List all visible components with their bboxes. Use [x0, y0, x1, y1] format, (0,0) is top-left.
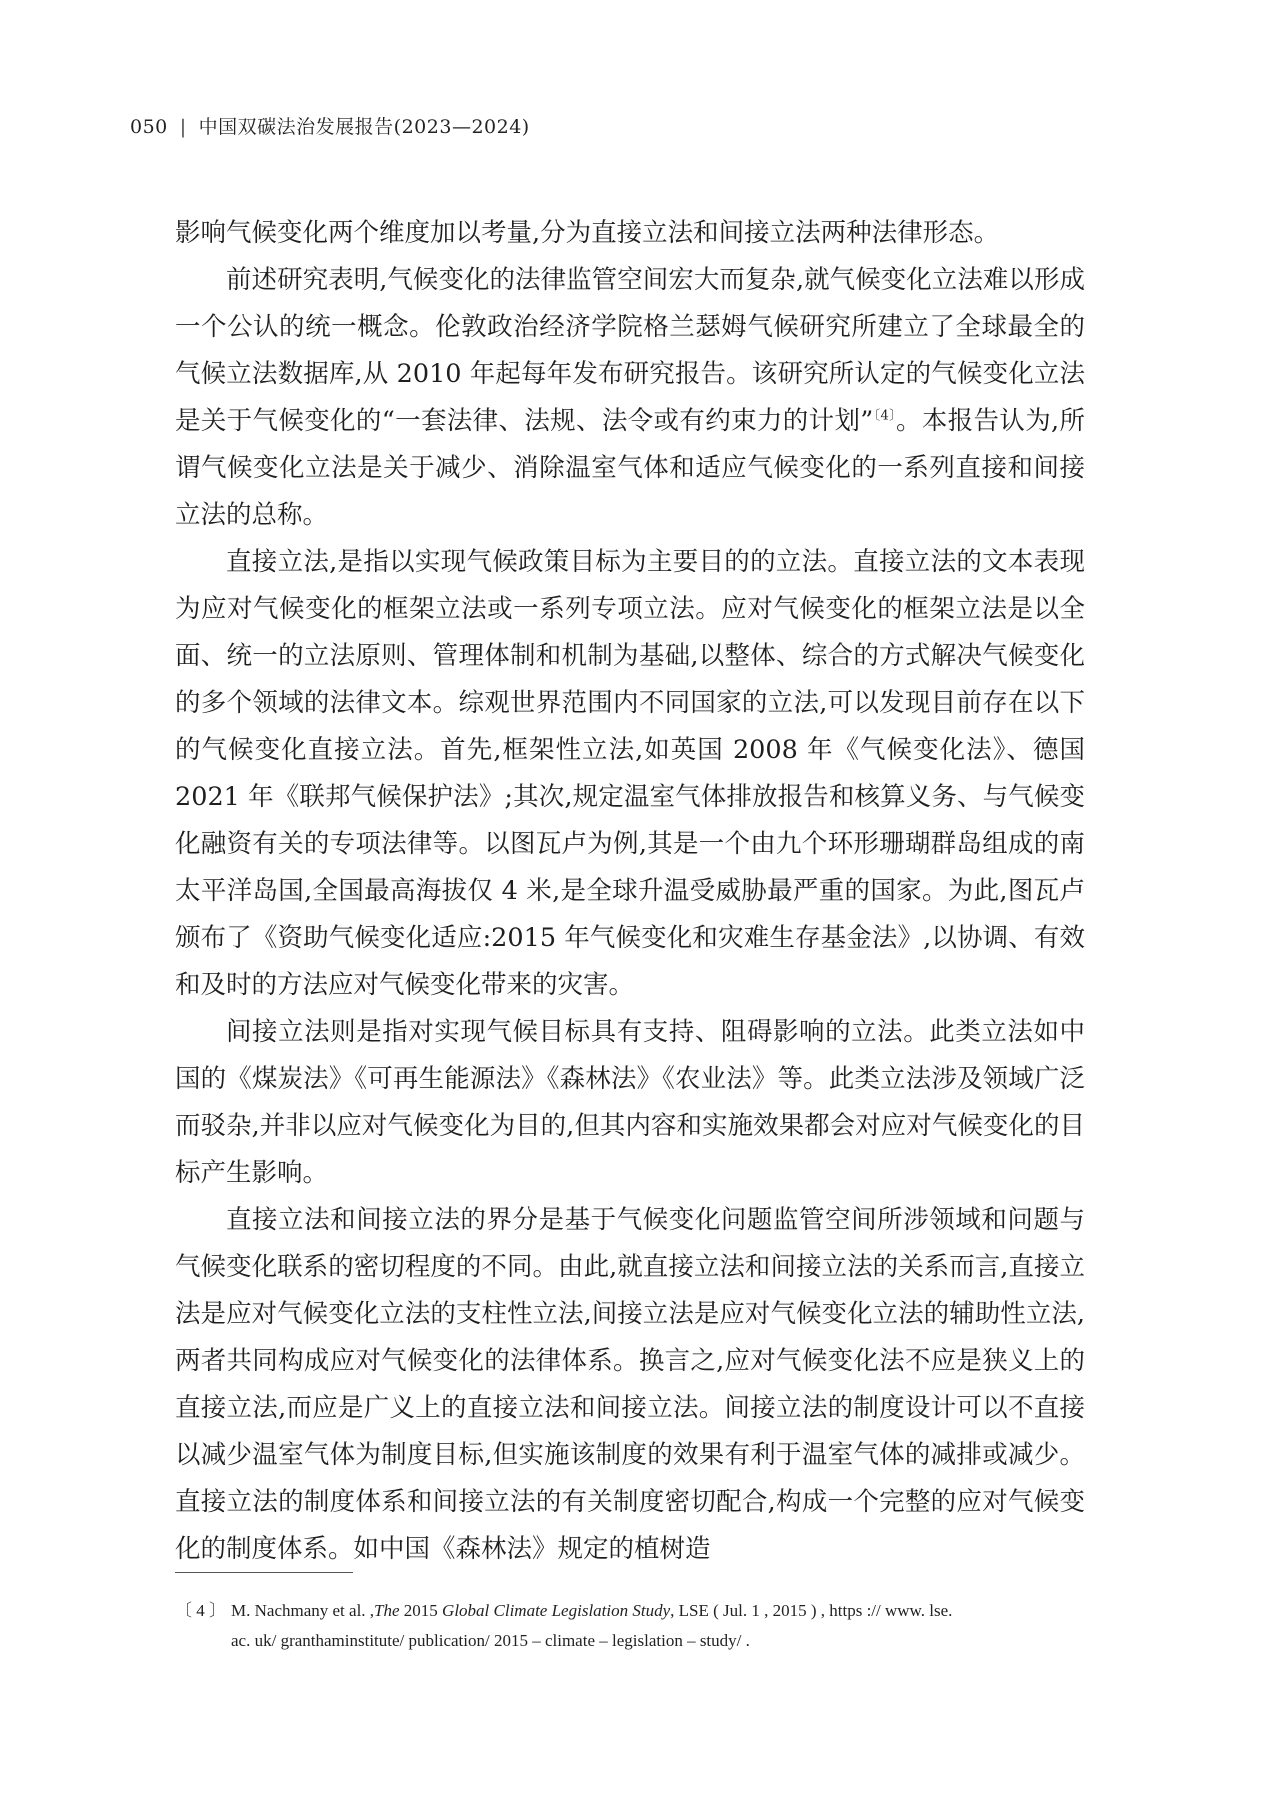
footnote-authors: M. Nachmany et al. , — [231, 1601, 375, 1620]
paragraph-4: 间接立法则是指对实现气候目标具有支持、阻碍影响的立法。此类立法如中国的《煤炭法》《可再生能源法》《森林法》《农业法》等。此类立法涉及领域广泛而驳杂,并非以应对气候变化为目的,但其内容和实施效果都会对应对气候变化的目标产生影响。 — [175, 1017, 1085, 1188]
footnote-line-1 — [175, 1596, 1085, 1626]
footnote-title-the: The — [374, 1601, 400, 1620]
footnote-url-continued[interactable]: ac. uk/ granthaminstitute/ publication/ 2015 – climate – legislation – study/ . — [231, 1631, 750, 1650]
paragraph-1: 影响气候变化两个维度加以考量,分为直接立法和间接立法两种法律形态。 — [175, 218, 1000, 248]
paragraph-5: 直接立法和间接立法的界分是基于气候变化问题监管空间所涉领域和问题与气候变化联系的密切程度的不同。由此,就直接立法和间接立法的关系而言,直接立法是应对气候变化立法的支柱性立法,间接立法是应对气候变化立法的辅助性立法,两者共同构成应对气候变化的法律体系。换言之,应对气候变化法不应是狭义上的直接立法,而应是广义上的直接立法和间接立法。间接立法的制度设计可以不直接以减少温室气体为制度目标,但实施该制度的效果有利于温室气体的减排或减少。直接立法的制度体系和间接立法的有关制度密切配合,构成一个完整的应对气候变化的制度体系。如中国《森林法》规定的植树造 — [175, 1205, 1085, 1564]
footnote-divider — [175, 1572, 353, 1573]
paragraph-2 — [175, 257, 1085, 539]
footnote-reference[interactable]: 〔4〕 — [873, 408, 896, 424]
paragraph-3: 直接立法,是指以实现气候政策目标为主要目的的立法。直接立法的文本表现为应对气候变化的框架立法或一系列专项立法。应对气候变化的框架立法是以全面、统一的立法原则、管理体制和机制为基础,以整体、综合的方式解决气候变化的多个领域的法律文本。综观世界范围内不同国家的立法,可以发现目前存在以下的气候变化直接立法。首先,框架性立法,如英国 2008 年《气候变化法》、德国 2021 年《联邦气候保护法》;其次,规定温室气体排放报告和核算义务、与气候变化融资有关的专项法律等。以图瓦卢为例,其是一个由九个环形珊瑚群岛组成的南太平洋岛国,全国最高海拔仅 4 米,是全球升温受威胁最严重的国家。为此,图瓦卢颁布了《资助气候变化适应:2015 年气候变化和灾难生存基金法》,以协调、有效和及时的方法应对气候变化带来的灾害。 — [175, 547, 1085, 1000]
paragraph-2-text-b: 。本报告认为,所谓气候变化立法是关于减少、消除温室气体和适应气候变化的一系列直接和间接立法的总称。 — [175, 406, 1086, 530]
book-title: 中国双碳法治发展报告(2023—2024) — [198, 116, 530, 138]
paragraph-2-text-a: 前述研究表明,气候变化的法律监管空间宏大而复杂,就气候变化立法难以形成一个公认的统一概念。伦敦政治经济学院格兰瑟姆气候研究所建立了全球最全的气候立法数据库,从 2010 年起每年发布研究报告。该研究所认定的气候变化立法是关于气候变化的“一套法律、法规、法令或有约束力的计划” — [175, 265, 1085, 436]
page-number: 050 — [130, 116, 168, 138]
footnote-year: 2015 — [399, 1601, 443, 1620]
footnote-mark: 〔 4 〕 — [175, 1601, 226, 1620]
footnote-source: , LSE ( Jul. 1 , 2015 ) , https :// www. lse. — [670, 1601, 953, 1620]
main-text — [175, 210, 1085, 1573]
running-header — [130, 112, 530, 139]
footnote-title: Global Climate Legislation Study — [442, 1601, 671, 1620]
footnote — [175, 1596, 1085, 1656]
header-separator: | — [179, 116, 187, 138]
